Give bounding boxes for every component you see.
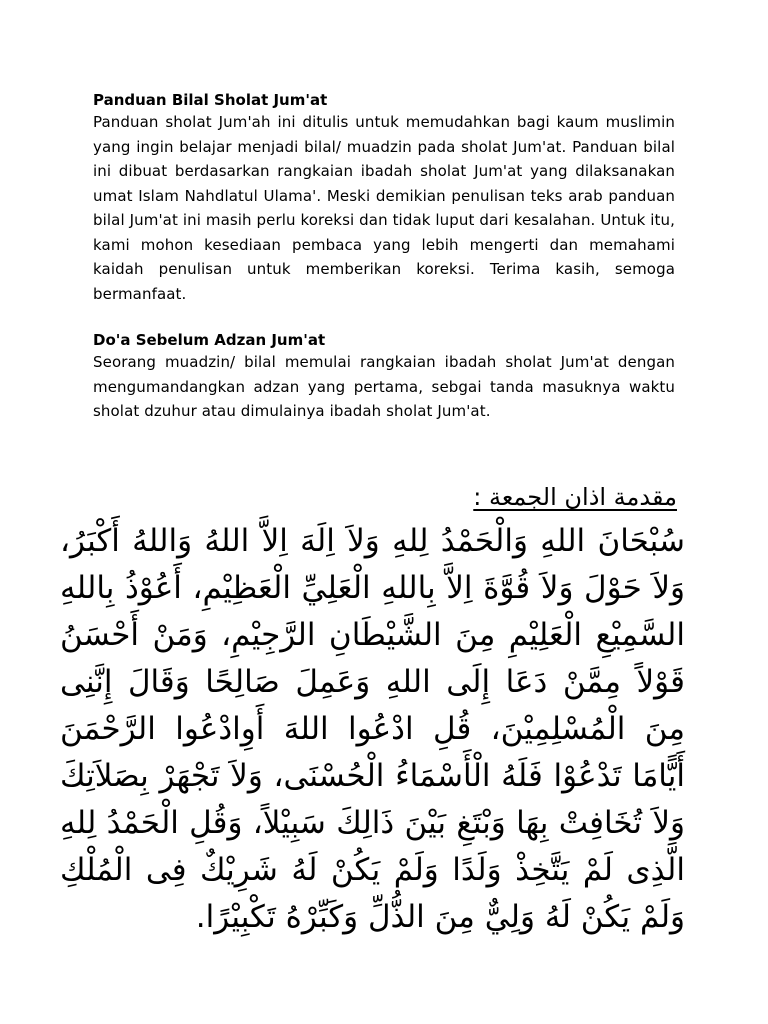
arabic-section: [60, 478, 685, 941]
section-title-doa: Do'a Sebelum Adzan Jum'at: [93, 331, 326, 349]
section-body-panduan: Panduan sholat Jum'ah ini ditulis untuk memudahkan bagi kaum muslimin yang ingin belajar menjadi bilal/ muadzin pada sholat Jum'at. Panduan bilal ini dibuat berdasarkan rangkaian ibadah sholat Jum'at yang dilaksanakan umat Islam Nahdlatul Ulama'. Meski demikian penulisan teks arab panduan bilal Jum'at ini masih perlu koreksi dan tidak luput dari kesalahan. Untuk itu, kami mohon kesediaan pembaca yang lebih mengerti dan memahami kaidah penulisan untuk memberikan koreksi. Terima kasih, semoga bermanfaat.: [93, 113, 675, 303]
document-page: [93, 90, 675, 424]
arabic-title: مقدمة اذان الجمعة :: [473, 483, 677, 511]
section-title-panduan: Panduan Bilal Sholat Jum'at: [93, 91, 328, 109]
section-body-doa: Seorang muadzin/ bilal memulai rangkaian ibadah sholat Jum'at dengan mengumandangkan adzan yang pertama, sebgai tanda masuknya waktu sholat dzuhur atau dimulainya ibadah sholat Jum'at.: [93, 353, 675, 420]
spacer: [93, 306, 675, 330]
arabic-text: سُبْحَانَ اللهِ وَالْحَمْدُ لِلهِ وَلاَ اِلَهَ اِلاَّ اللهُ وَاللهُ أَكْبَرُ، وَلاَ حَوْلَ وَلاَ قُوَّةَ اِلاَّ بِاللهِ الْعَلِيِّ الْعَظِيْمِ، أَعُوْذُ بِاللهِ السَّمِيْعِ الْعَلِيْمِ مِنَ الشَّيْطَانِ الرَّجِيْمِ، وَمَنْ أَحْسَنُ قَوْلاً مِمَّنْ دَعَا إِلَى اللهِ وَعَمِلَ صَالِحًا وَقَالَ إِنَّنِى مِنَ الْمُسْلِمِيْنَ، قُلِ ادْعُوا اللهَ أَوِادْعُوا الرَّحْمَنَ أَيًّامَا تَدْعُوْا فَلَهُ الْأَسْمَاءُ الْحُسْنَى، وَلاَ تَجْهَرْ بِصَلاَتِكَ وَلاَ تُخَافِتْ بِهَا وَبْتَغِ بَيْنَ ذَالِكَ سَبِيْلاً، وَقُلِ الْحَمْدُ لِلهِ الَّذِى لَمْ يَتَّخِذْ وَلَدًا وَلَمْ يَكُنْ لَهُ شَرِيْكٌ فِى الْمُلْكِ وَلَمْ يَكُنْ لَهُ وَلِيٌّ مِنَ الذُّلِّ وَكَبِّرْهُ تَكْبِيْرًا.: [60, 523, 685, 935]
